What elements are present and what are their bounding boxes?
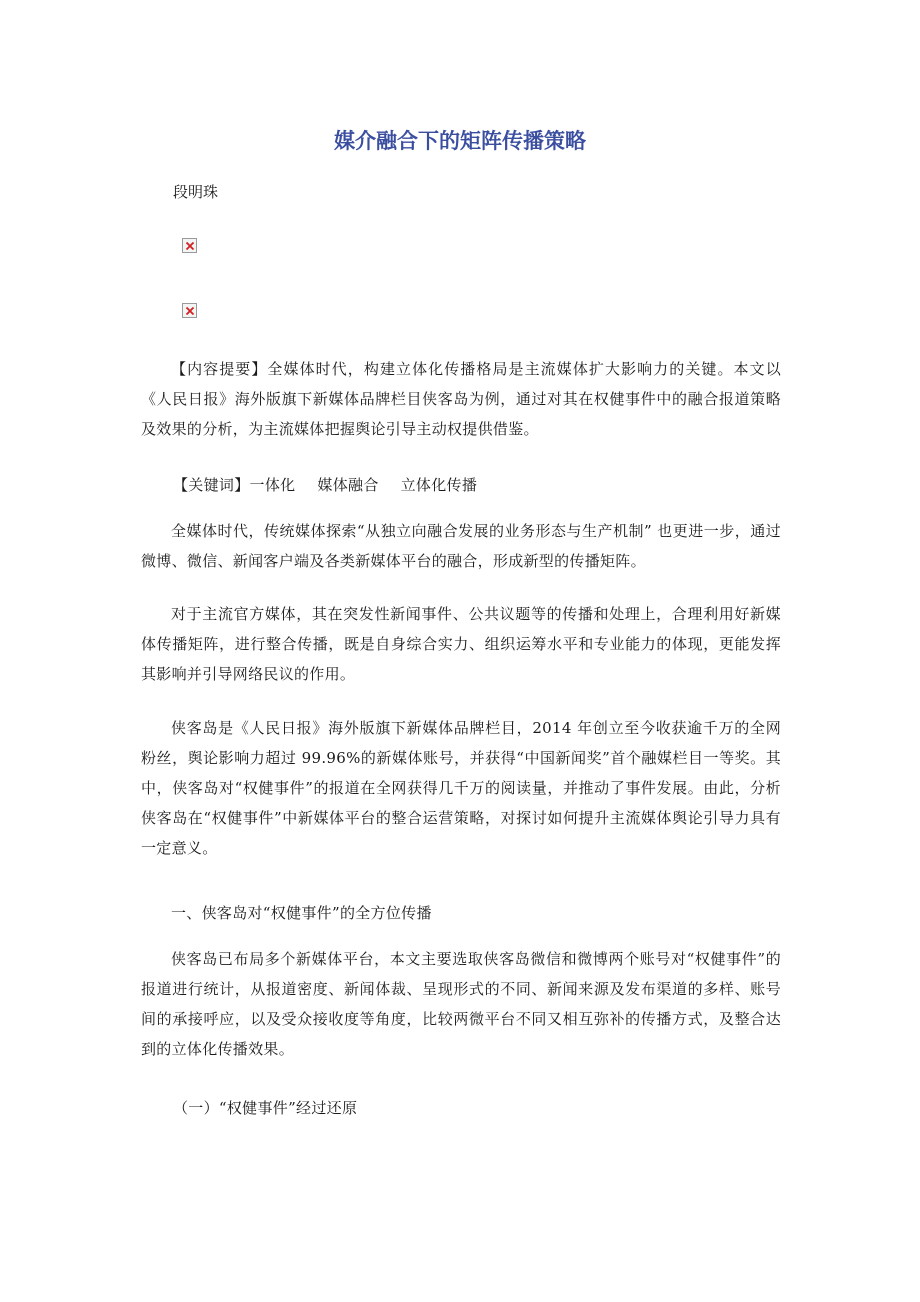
body-paragraph: 对于主流官方媒体，其在突发性新闻事件、公共议题等的传播和处理上，合理利用好新媒体传播矩阵，进行整合传播，既是自身综合实力、组织运筹水平和专业能力的体现，更能发挥其影响并引导网络民议的作用。 <box>141 605 781 683</box>
keyword-item: 一体化 <box>249 476 296 494</box>
body-paragraph: 侠客岛已布局多个新媒体平台，本文主要选取侠客岛微信和微博两个账号对“权健事件”的报道进行统计，从报道密度、新闻体裁、呈现形式的不同、新闻来源及发布渠道的多样、账号间的承接呼应，以及受众接收度等角度，比较两微平台不同又相互弥补的传播方式，及整合达到的立体化传播效果。 <box>141 950 781 1058</box>
keywords-label: 【关键词】 <box>173 476 250 494</box>
body-paragraph: 全媒体时代，传统媒体探索“从独立向融合发展的业务形态与生产机制” 也更进一步，通过微博、微信、新闻客户端及各类新媒体平台的融合，形成新型的传播矩阵。 <box>141 522 781 570</box>
broken-image-placeholder <box>182 303 197 318</box>
subsection-heading: （一）“权健事件”经过还原 <box>173 1099 358 1117</box>
keyword-item: 立体化传播 <box>400 476 478 494</box>
broken-image-icon <box>186 242 194 250</box>
article-title: 媒介融合下的矩阵传播策略 <box>334 129 586 153</box>
broken-image-placeholder <box>182 238 197 253</box>
author-name: 段明珠 <box>173 183 219 201</box>
keywords-line <box>141 470 781 500</box>
broken-image-icon <box>186 307 194 315</box>
keyword-item: 媒体融合 <box>317 476 379 494</box>
section-heading: 一、侠客岛对“权健事件”的全方位传播 <box>171 904 432 922</box>
abstract-paragraph: 【内容提要】全媒体时代，构建立体化传播格局是主流媒体扩大影响力的关键。本文以《人民日报》海外版旗下新媒体品牌栏目侠客岛为例，通过对其在权健事件中的融合报道策略及效果的分析，为主流媒体把握舆论引导主动权提供借鉴。 <box>141 360 781 438</box>
body-paragraph: 侠客岛是《人民日报》海外版旗下新媒体品牌栏目，2014 年创立至今收获逾千万的全网粉丝，舆论影响力超过 99.96%的新媒体账号，并获得“中国新闻奖”首个融媒栏目一等奖。其中，侠客岛对“权健事件”的报道在全网获得几千万的阅读量，并推动了事件发展。由此，分析侠客岛在“权健事件”中新媒体平台的整合运营策略，对探讨如何提升主流媒体舆论引导力具有一定意义。 <box>141 719 781 857</box>
